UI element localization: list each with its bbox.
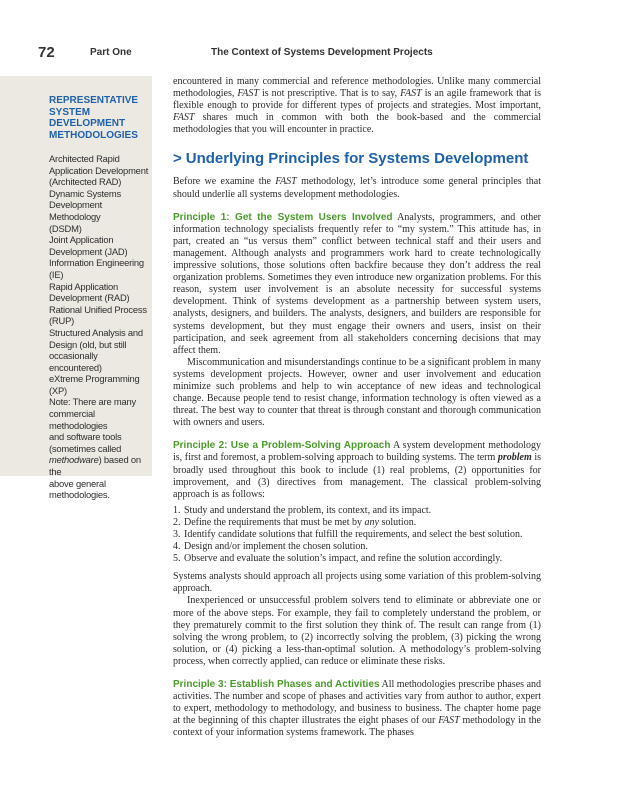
fast-term: FAST [237, 88, 259, 100]
principle-1-paragraph-2: Miscommunication and misunderstandings continue to be a significant problem in many systems development projects. However, owner and user involvement and education minimize such problems and help to win acceptance of new ideas and technological change. Because people tend to resist change, information technology is often viewed as a threat. The best way to counter that threat is through constant and thorough communication with owners and users. [173, 356, 541, 429]
list-item [173, 517, 541, 529]
text-run: Before we examine the [173, 176, 276, 188]
sidebar-line: Dynamic Systems [49, 187, 122, 199]
list-item [173, 553, 541, 565]
principle-2-after: Systems analysts should approach all projects using some variation of this problem-solving approach. [173, 571, 541, 595]
sidebar-line: Development Methodology [49, 199, 103, 222]
problem-solving-steps [173, 505, 541, 565]
step-text: Identify candidate solutions that fulfill the requirements, and select the best solution. [184, 529, 523, 540]
sidebar-title-line: SYSTEM [49, 106, 91, 118]
sidebar-line: (sometimes called [49, 442, 122, 454]
sidebar-line: Development (RAD) [49, 292, 130, 304]
fast-term: FAST [438, 715, 460, 727]
step-number: 1. [173, 504, 181, 516]
sidebar-line: commercial methodologies [49, 408, 108, 431]
sidebar-line: methodologies. [49, 489, 110, 501]
sidebar-line: eXtreme Programming (XP) [49, 373, 140, 396]
principle-2-heading: Principle 2: Use a Problem-Solving Approach [173, 440, 391, 452]
step-text: Define the requirements that must be met by [184, 516, 365, 528]
list-item [173, 505, 541, 517]
step-emphasis: any [364, 516, 379, 528]
part-label: Part One [90, 47, 132, 58]
chapter-title: The Context of Systems Development Projects [211, 47, 433, 58]
sidebar-line: occasionally encountered) [49, 350, 102, 373]
sidebar-line: (Architected RAD) [49, 176, 122, 188]
text-run: methodology, let’s introduce some general principles that should underlie all systems development methodologies. [173, 176, 542, 200]
principle-1-heading: Principle 1: Get the System Users Involved [173, 211, 393, 223]
text-run: methodology in the context of your information systems framework. The phases [173, 715, 541, 739]
section-heading [173, 150, 541, 167]
sidebar-note-italic: methodware [49, 454, 99, 466]
sidebar-line: Note: There are many [49, 396, 137, 408]
step-number: 2. [173, 516, 181, 528]
list-item [173, 541, 541, 553]
page-header [38, 44, 598, 62]
fast-term: FAST [173, 112, 195, 124]
fast-term: FAST [400, 88, 422, 100]
section-title: Underlying Principles for Systems Development [185, 150, 529, 168]
step-number: 4. [173, 541, 181, 553]
sidebar-line: Structured Analysis and [49, 326, 143, 338]
step-number: 5. [173, 553, 181, 565]
section-intro-paragraph [173, 176, 541, 200]
text-run: All methodologies prescribe phases and activities. The number and scope of phases and activities vary from author to author, expert to expert, methodology to methodology, and business to business. The chapter home page at the beginning of this chapter illustrates the eight phases of our [173, 679, 542, 727]
step-text: Study and understand the problem, its context, and its impact. [184, 504, 432, 516]
step-text: Design and/or implement the chosen solution. [184, 541, 368, 553]
sidebar-line [49, 454, 151, 477]
text-run: is not prescriptive. That is to say, [258, 88, 401, 100]
text-run: is an agile framework that is flexible enough to provide for different types of projects and strategies. Most important, [173, 88, 541, 112]
step-text: Observe and evaluate the solution’s impact, and refine the solution accordingly. [184, 553, 503, 565]
text-run: Analysts, programmers, and other information technology specialists frequently refer to “my system.” This attitude has, in part, created an “us versus them” conflict between technical staff and their users and management. Although analysts and programmers work hard to create technologically impressive solutions, those solutions often backfire because they don’t address the real organization problems. Sometimes they even introduce new organization problems. For this reason, system user involvement is an absolute necessity for successful systems development. Think of systems development as a partnership between system users, analysts, designers, and builders. The analysts, designers, and builders are responsible for systems development, but they must engage their owners and users, insist on their participation, and seek agreement from all stakeholders concerning decisions that may affect them. [173, 211, 541, 356]
step-text: solution. [378, 516, 417, 528]
sidebar-line: Development (JAD) [49, 245, 128, 257]
sidebar-line: above general [49, 477, 106, 489]
sidebar-line: and software tools [49, 431, 122, 443]
sidebar-title-line: DEVELOPMENT [49, 118, 126, 129]
sidebar-line: Architected Rapid [49, 153, 120, 164]
sidebar-title-line: METHODOLOGIES [49, 129, 138, 141]
sidebar-line: Rational Unified Process [49, 303, 147, 315]
step-number: 3. [173, 529, 181, 540]
list-item [173, 529, 541, 541]
sidebar-line: Application Development [49, 164, 149, 176]
principle-1-paragraph [173, 212, 541, 357]
main-text-column [173, 76, 541, 740]
problem-term: problem [497, 452, 532, 464]
page-number: 72 [38, 44, 55, 61]
sidebar-note-rest: ) based on the [49, 454, 141, 478]
sidebar-line: (DSDM) [49, 222, 82, 234]
principle-3-heading: Principle 3: Establish Phases and Activities [173, 679, 380, 691]
intro-paragraph [173, 76, 541, 136]
text-run: A system development methodology is, first and foremost, a problem-solving approach to building systems. The term [173, 440, 541, 464]
sidebar-line: (RUP) [49, 315, 75, 327]
sidebar-content [49, 95, 151, 501]
principle-3-paragraph [173, 679, 541, 739]
sidebar-line: Information Engineering (IE) [49, 257, 144, 280]
sidebar-line: Rapid Application [49, 280, 119, 292]
text-run: encountered in many commercial and reference methodologies. Unlike many commercial methodologies, [173, 76, 541, 100]
principle-2-after-2: Inexperienced or unsuccessful problem solvers tend to eliminate or abbreviate one or more of the above steps. For example, they fail to completely understand the problem, or they prematurely commit to the first solution they think of. The result can range from (1) solving the wrong problem, to (2) incorrectly solving the problem, (3) picking the wrong solution, or (4) picking a less-than-optimal solution. A methodology’s problem-solving process, when correctly applied, can reduce or eliminate these risks. [173, 595, 541, 667]
sidebar-line: Design (old, but still [49, 338, 127, 350]
sidebar-line: Joint Application [49, 234, 114, 246]
text-run: shares much in common with both the book-based and the commercial methodologies that you will encounter in practice. [173, 112, 541, 136]
arrow-icon: > [173, 150, 182, 168]
text-run: is broadly used throughout this book to include (1) real problems, (2) opportunities for improvement, and (3) directives from management. The classical problem-solving approach is as follows: [173, 452, 541, 500]
sidebar-box [0, 76, 152, 501]
sidebar-title [49, 95, 151, 141]
principle-2-paragraph [173, 440, 541, 500]
fast-term: FAST [275, 176, 297, 188]
sidebar-title-line: REPRESENTATIVE [49, 95, 139, 106]
